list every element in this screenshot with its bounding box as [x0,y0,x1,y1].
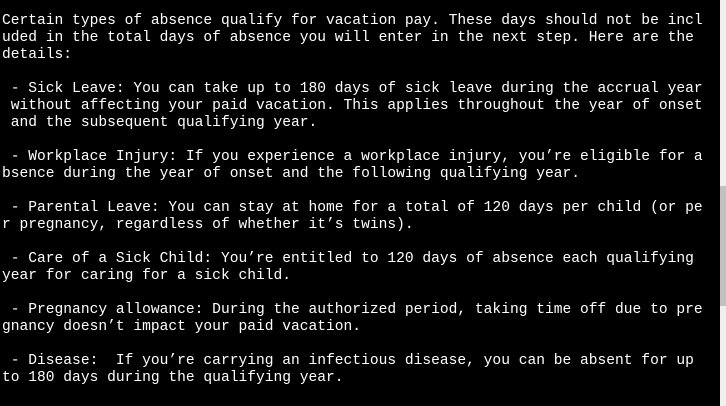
terminal-line: details: [2,47,73,63]
terminal-line [2,234,720,251]
terminal-line [2,183,720,200]
terminal-line: - Pregnancy allowance: During the authorized period, taking time off due to pre [2,302,703,318]
terminal-line: year for caring for a sick child. [2,268,292,284]
terminal-line: - Sick Leave: You can take up to 180 days of sick leave during the accrual year [2,81,703,97]
terminal-line: without affecting your paid vacation. This applies throughout the year of onset [2,98,703,114]
terminal-line: - Parental Leave: You can stay at home for a total of 120 days per child (or pe [2,200,703,216]
terminal-line: Certain types of absence qualify for vacation pay. These days should not be incl [2,13,703,29]
scrollbar-thumb[interactable] [720,186,726,306]
terminal-line: uded in the total days of absence you will enter in the next step. Here are the [2,30,703,46]
vertical-scrollbar[interactable] [720,0,726,406]
terminal-line [2,132,720,149]
terminal-line: r pregnancy, regardless of whether it’s twins). [2,217,414,233]
terminal-line [2,64,720,81]
terminal-line: - Workplace Injury: If you experience a workplace injury, you’re eligible for a [2,149,703,165]
terminal-line: - Care of a Sick Child: You’re entitled to 120 days of absence each qualifying [2,251,703,267]
terminal-line [2,336,720,353]
terminal-line: and the subsequent qualifying year. [2,115,318,131]
terminal-line: bsence during the year of onset and the following qualifying year. [2,166,581,182]
terminal-line: gnancy doesn’t impact your paid vacation. [2,319,362,335]
terminal-line [2,285,720,302]
terminal-line: to 180 days during the qualifying year. [2,370,344,386]
terminal-line: - Disease: If you’re carrying an infectious disease, you can be absent for up [2,353,703,369]
